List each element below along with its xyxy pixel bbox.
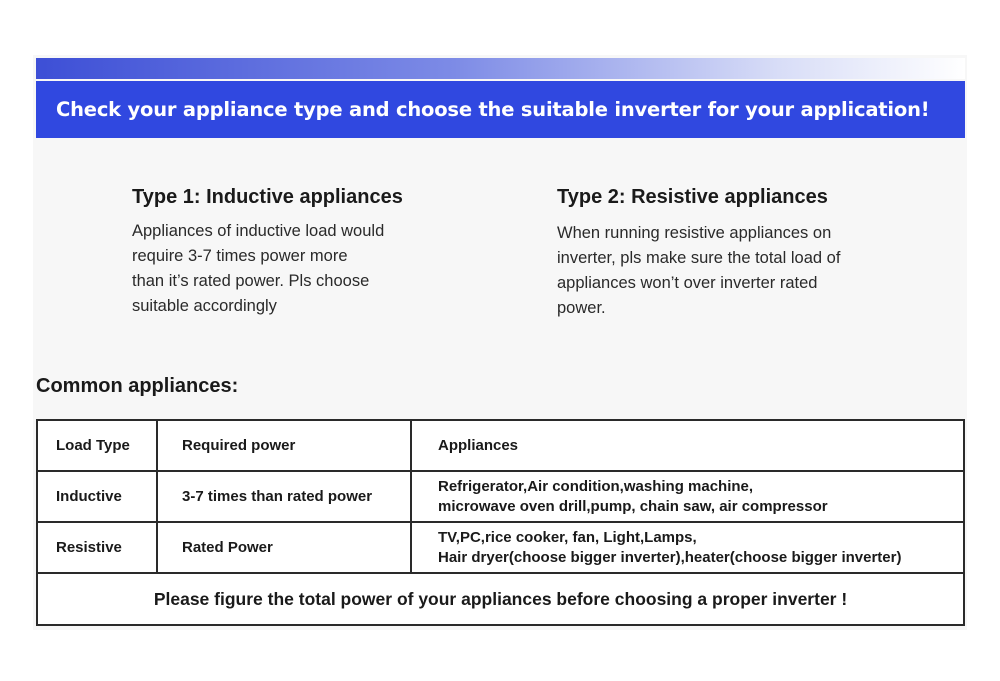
type-2-block xyxy=(557,186,887,321)
type-1-line: require 3-7 times power more xyxy=(132,247,348,265)
type-1-title: Type 1: Inductive appliances xyxy=(132,186,403,208)
appliance-table xyxy=(36,419,965,626)
common-appliances-title: Common appliances: xyxy=(36,375,239,397)
header-required-power: Required power xyxy=(157,420,411,471)
type-2-description xyxy=(557,221,887,321)
appliances-cell xyxy=(411,471,964,522)
load-type-cell: Inductive xyxy=(37,471,157,522)
header-load-type: Load Type xyxy=(37,420,157,471)
header-appliances: Appliances xyxy=(411,420,964,471)
table-row xyxy=(37,522,964,573)
required-power-cell: Rated Power xyxy=(157,522,411,573)
appliances-cell xyxy=(411,522,964,573)
type-1-description xyxy=(132,219,452,319)
required-power-cell: 3-7 times than rated power xyxy=(157,471,411,522)
type-2-line: appliances won’t over inverter rated xyxy=(557,274,818,292)
table-footer-row xyxy=(37,573,964,625)
appliances-line: Refrigerator,Air condition,washing machine, xyxy=(438,477,754,495)
gradient-bar xyxy=(36,58,965,79)
appliances-line: TV,PC,rice cooker, fan, Light,Lamps, xyxy=(438,528,697,546)
type-1-line: suitable accordingly xyxy=(132,297,277,315)
load-type-cell: Resistive xyxy=(37,522,157,573)
header-title: Check your appliance type and choose the suitable inverter for your application! xyxy=(56,98,930,121)
type-2-line: power. xyxy=(557,299,606,317)
type-2-line: inverter, pls make sure the total load of xyxy=(557,249,841,267)
appliances-line: microwave oven drill,pump, chain saw, air compressor xyxy=(438,497,828,515)
header-banner xyxy=(36,81,965,138)
appliances-line: Hair dryer(choose bigger inverter),heater(choose bigger inverter) xyxy=(438,548,902,566)
type-1-block xyxy=(132,186,452,319)
type-2-title: Type 2: Resistive appliances xyxy=(557,186,828,208)
footer-note: Please figure the total power of your appliances before choosing a proper inverter ! xyxy=(37,573,964,625)
type-1-line: Appliances of inductive load would xyxy=(132,222,385,240)
table-header-row xyxy=(37,420,964,471)
type-2-line: When running resistive appliances on xyxy=(557,224,832,242)
table-row xyxy=(37,471,964,522)
type-1-line: than it’s rated power. Pls choose xyxy=(132,272,370,290)
